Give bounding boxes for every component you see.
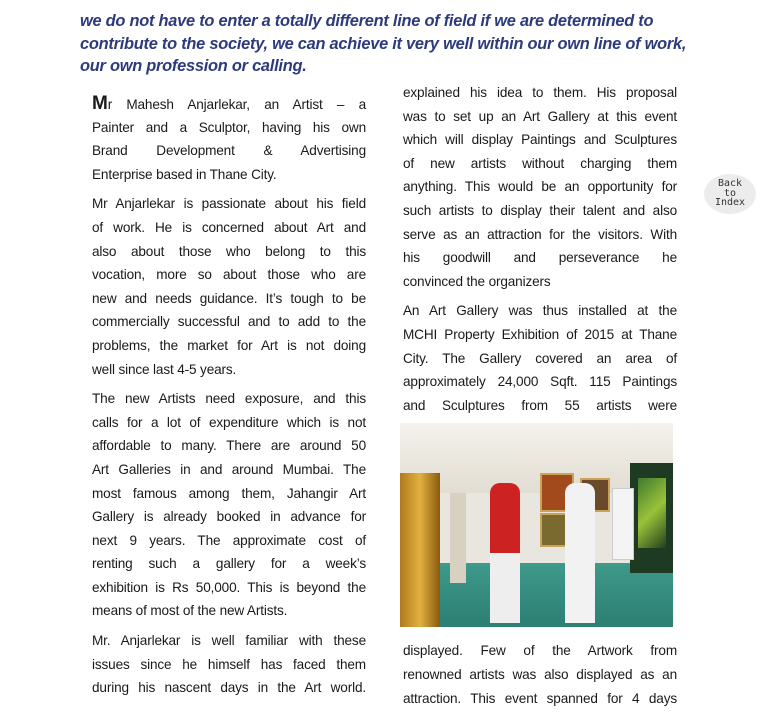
text-line [92,599,366,623]
line-text: convinced the organizers [403,273,551,289]
line-text: well since last 4-5 years. [92,361,237,377]
line-text: of new artists without charging them [403,155,677,171]
line-text: An Art Gallery was thus installed at the [403,303,677,319]
text-line [92,240,366,264]
line-text: exhibition is Rs 50,000. This is beyond the [92,579,366,595]
line-text: also about those who belong to this [92,243,366,259]
text-line [403,323,677,347]
text-line [92,387,366,411]
line-text: calls for a lot of expenditure which is not [92,414,366,430]
text-line [92,458,366,482]
back-to-index-button[interactable] [704,174,756,214]
text-line [92,411,366,435]
line-text: new and needs guidance. It’s tough to be [92,290,366,306]
text-line [92,653,366,677]
highlighted-quote [80,10,720,78]
paragraph [92,192,366,381]
line-text: r Mahesh Anjarlekar, an Artist – a [107,97,366,112]
text-line [403,347,677,371]
text-line [403,394,677,418]
text-line [403,128,677,152]
quote-line: contribute to the society, we can achieve it very well within our own line of work, [80,34,687,53]
line-text: City. The Gallery covered an area of [403,350,677,366]
line-text: problems, the market for Art is not doing [92,337,366,353]
line-text: renowned artists was also displayed as an [403,666,677,682]
text-line [92,92,366,116]
text-line [92,529,366,553]
right-column [403,81,677,716]
line-text: during his nascent days in the Art world. [92,680,366,696]
paragraph [403,639,677,710]
line-text: Mr Anjarlekar is passionate about his field [92,196,366,212]
back-label: Back [717,178,743,189]
text-line [92,334,366,358]
line-text: and Sculptures from 55 artists were [403,397,677,413]
line-text: Painter and a Sculptor, having his own [92,119,366,135]
text-line [403,199,677,223]
text-line [403,105,677,129]
quote-line: our own profession or calling. [80,57,307,75]
text-line [92,310,366,334]
text-line [92,263,366,287]
right-column-bottom-text [403,639,677,710]
text-line [92,287,366,311]
line-text: his goodwill and perseverance he [403,250,677,266]
line-text: of work. He is concerned about Art and [92,219,366,235]
text-line [403,175,677,199]
line-text: Gallery is already booked in advance for [92,509,366,525]
text-line [92,505,366,529]
line-text: issues since he himself has faced them [92,656,366,672]
text-line [403,223,677,247]
line-text: displayed. Few of the Artwork from [403,643,677,659]
line-text: Brand Development & Advertising [92,143,366,159]
text-line [403,639,677,663]
text-line [92,163,366,187]
text-line [92,192,366,216]
text-line [92,116,366,140]
text-line [403,270,677,294]
text-line [92,576,366,600]
to-label: to [723,187,737,199]
line-text: Mr. Anjarlekar is well familiar with these [92,633,366,649]
line-text: was to set up an Art Gallery at this event [403,108,677,124]
line-text: attraction. This event spanned for 4 days [403,690,677,706]
line-text: most famous among them, Jahangir Art [92,485,366,501]
line-text: vocation, more so about those who are [92,267,366,283]
left-column [92,92,366,706]
line-text: renting such a gallery for a week’s [92,556,366,572]
paragraph [92,387,366,623]
text-line [92,482,366,506]
text-line [92,216,366,240]
text-line [92,434,366,458]
text-line [92,139,366,163]
text-line [92,552,366,576]
line-text: next 9 years. The approximate cost of [92,532,366,548]
paragraph [403,81,677,293]
text-line [403,152,677,176]
index-label: Index [714,197,746,208]
right-column-top-text [403,81,677,417]
text-line [92,358,366,382]
text-line [403,663,677,687]
text-line [403,370,677,394]
line-text: which will display Paintings and Sculptures [403,132,677,148]
quote-line: we do not have to enter a totally different line of field if we are determined to [80,12,654,30]
drop-cap: M [92,93,108,114]
line-text: approximately 24,000 Sqft. 115 Paintings [403,374,677,390]
art-gallery-photo [400,423,673,627]
line-text: affordable to many. There are around 50 [92,438,366,454]
line-text: MCHI Property Exhibition of 2015 at Thane [403,326,677,342]
line-text: commercially successful and to add to the [92,314,366,330]
paragraph [92,92,366,186]
line-text: such artists to display their talent and also [403,202,677,218]
line-text: Art Galleries in and around Mumbai. The [92,461,366,477]
line-text: The new Artists need exposure, and this [92,391,366,407]
line-text: explained his idea to them. His proposal [403,85,677,100]
text-line [403,299,677,323]
text-line [92,676,366,700]
line-text: Enterprise based in Thane City. [92,166,277,182]
text-line [403,246,677,270]
line-text: anything. This would be an opportunity for [403,179,677,195]
paragraph [92,629,366,700]
text-line [92,629,366,653]
text-line [403,81,677,105]
line-text: serve as an attraction for the visitors. With [403,226,677,242]
paragraph [403,299,677,417]
line-text: means of most of the new Artists. [92,603,288,619]
